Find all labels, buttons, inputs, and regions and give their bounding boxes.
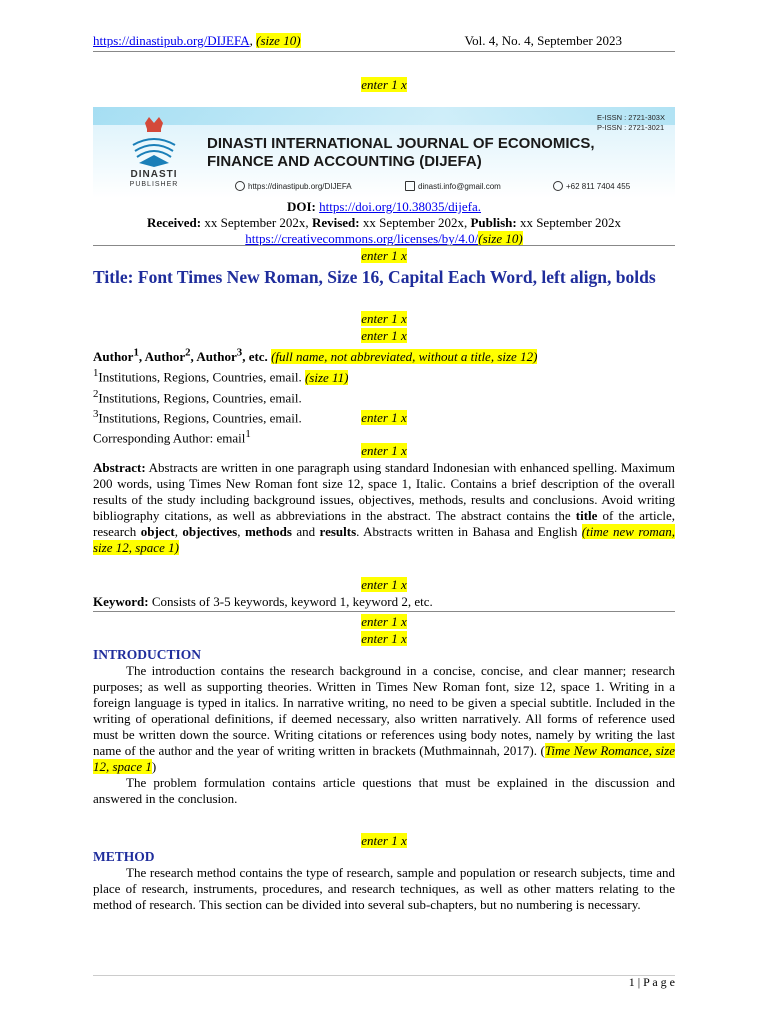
abstract: Abstract: Abstracts are written in one paragraph using standard Indonesian with enhanced spelling. Maximum 200 words, using Times New Roman font size 12, space 1, Italic. Contains a brief description of the overall results of the study including background issues, objectives, methods, results and conclusions. Avoid writing bibliography citations, as well as abbreviations in the abstract. The abstract contains the title of the article, research object, objectives, methods and results. Abstracts written in Bahasa and English (time new roman, size 12, space 1) — [93, 460, 676, 555]
keyword-label: Keyword: — [93, 594, 149, 609]
enter-marker — [93, 248, 675, 264]
issn-block — [597, 113, 665, 133]
enter-label: enter 1 x — [361, 577, 407, 592]
enter-label: enter 1 x — [361, 443, 407, 458]
journal-title — [207, 135, 647, 171]
affiliation-2-text: Institutions, Regions, Countries, email. — [98, 389, 302, 405]
author-3: , Author — [190, 349, 237, 365]
corresponding-sup: 1 — [245, 428, 251, 440]
publisher-logo — [125, 115, 183, 193]
journal-url-link[interactable]: https://dinastipub.org/DIJEFA — [93, 33, 250, 48]
enter-label: enter 1 x — [361, 631, 407, 646]
header-comma: , — [249, 33, 257, 48]
banner-phone — [553, 181, 630, 191]
document-page — [93, 0, 675, 1024]
enter-label: enter 1 x — [361, 248, 407, 263]
page-number — [629, 975, 675, 990]
enter-label: enter 1 x — [361, 410, 407, 425]
enter-marker — [93, 443, 675, 459]
author-1: Author — [93, 349, 134, 365]
abstract-note: (time new roman, size 12, space 1) — [93, 524, 676, 555]
abstract-bold-methods: methods — [244, 524, 292, 539]
author-2: , Author — [138, 349, 186, 365]
enter-label: enter 1 x — [361, 311, 407, 326]
page-label: | P a g e — [634, 975, 675, 989]
affiliation-1-text: Institutions, Regions, Countries, email. — [98, 369, 302, 385]
enter-marker — [93, 77, 675, 93]
journal-banner — [93, 107, 675, 198]
publish-value: xx September 202x — [519, 215, 622, 230]
article-title: Title: Font Times New Roman, Size 16, Capital Each Word, left align, bolds — [93, 267, 656, 287]
method-section — [93, 849, 675, 913]
meta-divider — [93, 245, 675, 246]
enter-label: enter 1 x — [361, 328, 407, 343]
abstract-bold-title: title — [575, 508, 598, 523]
enter-marker — [93, 328, 675, 344]
globe-icon — [235, 181, 245, 191]
publisher-name: DINASTI — [130, 169, 178, 180]
affiliation-2-sup: 2 — [93, 387, 99, 400]
enter-label: enter 1 x — [361, 833, 407, 848]
affiliation-3-sup: 3 — [93, 407, 99, 420]
introduction-paragraph-2: The problem formulation contains article questions that must be explained in the discussion and answered in the conclusion. — [93, 775, 675, 806]
abstract-text-4: . Abstracts written in Bahasa and English — [356, 524, 578, 539]
abstract-bold-results: results — [319, 524, 357, 539]
article-meta — [93, 199, 675, 247]
author-3-sup: 3 — [236, 347, 243, 359]
journal-title-line-2: FINANCE AND ACCOUNTING (DIJEFA) — [207, 153, 482, 170]
enter-marker — [93, 407, 675, 426]
abstract-bold-objectives: objectives — [182, 524, 238, 539]
enter-marker — [93, 631, 675, 647]
header-size-note: (size 10) — [256, 33, 301, 48]
affiliation-2 — [93, 386, 675, 406]
crown-book-icon — [125, 115, 183, 169]
enter-marker — [93, 614, 675, 630]
abstract-text-3: and — [296, 524, 316, 539]
method-heading: METHOD — [93, 849, 155, 864]
affiliation-3-text: Institutions, Regions, Countries, email. — [98, 410, 302, 426]
author-2-sup: 2 — [185, 347, 191, 359]
enter-label: enter 1 x — [361, 77, 407, 92]
page-number-value: 1 — [628, 975, 635, 989]
affiliation-1-sup: 1 — [93, 367, 99, 380]
header-divider — [93, 51, 675, 52]
banner-email — [405, 181, 501, 191]
abstract-text-1: Abstracts are written in one paragraph using standard Indonesian with enhanced spelling. Maximum 200 words, using Times New Roman font size 12, space 1, Italic. Contains a brief description of the overall results of the study including background issues, objectives, methods, results and conclusions. Avoid writing bibliography citations, as well as abbreviations in the abstract. The abstract contains the — [93, 460, 675, 523]
introduction-paragraph-1 — [93, 663, 675, 775]
doi-line — [93, 199, 675, 215]
dates-line — [93, 215, 675, 231]
enter-marker — [93, 833, 675, 849]
keyword-divider — [93, 611, 675, 612]
volume-info: Vol. 4, No. 4, September 2023 — [464, 33, 622, 48]
revised-value: xx September 202x, — [362, 215, 468, 230]
publisher-subtitle: PUBLISHER — [129, 181, 179, 188]
introduction-heading: INTRODUCTION — [93, 647, 202, 662]
publish-label: Publish: — [470, 215, 517, 230]
method-paragraph-1: The research method contains the type of research, sample and population or research subjects, time and place of research, instruments, procedures, and research techniques, as well as other matters relating to the method of research. This section can be divided into several sub-chapters, but no numbering is necessary. — [93, 865, 675, 912]
revised-label: Revised: — [311, 215, 360, 230]
author-line — [93, 345, 675, 365]
affiliation-note: (size 11) — [304, 369, 349, 385]
license-link[interactable]: https://creativecommons.org/licenses/by/4.0/ — [245, 231, 479, 246]
mail-icon — [405, 181, 415, 191]
author-note: (full name, not abbreviated, without a title, size 12) — [271, 349, 538, 365]
p-issn: P-ISSN : 2721-3021 — [597, 123, 665, 132]
author-etc: , etc. — [242, 349, 268, 365]
author-1-sup: 1 — [133, 347, 139, 359]
abstract-text-2: of the article, research — [93, 508, 676, 539]
enter-marker — [93, 311, 675, 327]
journal-title-line-1: DINASTI INTERNATIONAL JOURNAL OF ECONOMICS, — [207, 135, 595, 152]
introduction-p1-end: ) — [151, 759, 157, 774]
whatsapp-icon — [553, 181, 563, 191]
e-issn: E-ISSN : 2721-303X — [597, 113, 665, 122]
corresponding-text: Corresponding Author: email — [93, 430, 246, 446]
banner-phone-text: +62 811 7404 455 — [566, 181, 631, 191]
received-label: Received: — [146, 215, 202, 230]
footer-divider — [93, 975, 675, 976]
banner-website — [235, 181, 352, 191]
enter-label: enter 1 x — [361, 614, 407, 629]
introduction-p1-text: The introduction contains the research background in a concise, concise, and clear manner; research purposes; as well as supporting theories. Written in Times New Roman font, size 12, space 1. Writing in a foreign language is typed in italics. In narrative writing, no need to be given a special subtitle. Included in the writing of operational definitions, if deemed necessary, also written narratively. All forms of reference used must be written down the source. Writing citations or references using body notes, namely by writing the last name of the author and the year of writing written in brackets (Muthmainnah, 2017). ( — [93, 663, 675, 758]
abstract-bold-object: object — [140, 524, 175, 539]
keywords — [93, 594, 675, 610]
running-header — [93, 33, 675, 49]
abstract-label: Abstract: — [93, 460, 146, 475]
received-value: xx September 202x, — [204, 215, 309, 230]
banner-email-text: dinasti.info@gmail.com — [418, 181, 501, 191]
doi-label: DOI: — [286, 199, 316, 214]
enter-marker — [93, 577, 675, 593]
introduction-p1-note: Time New Romance, size 12, space 1 — [93, 743, 675, 774]
affiliation-1 — [93, 365, 675, 385]
keyword-text: Consists of 3-5 keywords, keyword 1, keyword 2, etc. — [151, 594, 433, 609]
introduction-section — [93, 647, 675, 807]
doi-link[interactable]: https://doi.org/10.38035/dijefa. — [319, 199, 482, 214]
license-note: (size 10) — [478, 231, 523, 246]
banner-website-text: https://dinastipub.org/DIJEFA — [248, 181, 352, 191]
